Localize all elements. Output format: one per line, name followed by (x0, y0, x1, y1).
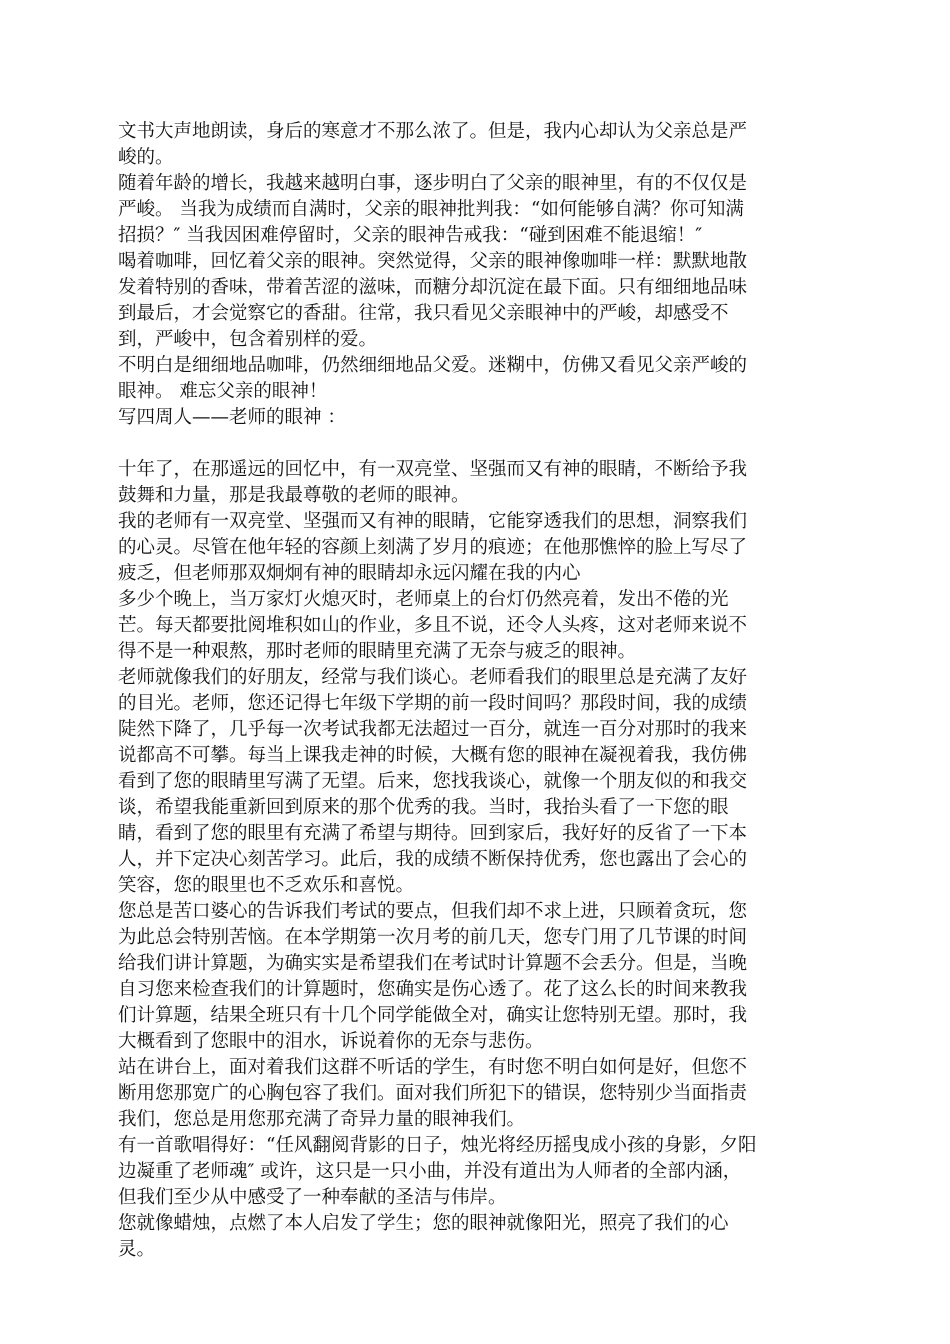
text-line: 峻的。 (118, 147, 174, 168)
text-line: 发着特别的香味，带着苦涩的滋味，而糖分却沉淀在最下面。只有细细地品味 (118, 277, 748, 298)
text-line: 给我们讲计算题，为确实实是希望我们在考试时计算题不会丢分。但是，当晚 (118, 953, 748, 974)
blank-line (118, 431, 808, 457)
text-line: 到，严峻中，包含着别样的爱。 (118, 329, 378, 350)
text-line: 您总是苦口婆心的告诉我们考试的要点，但我们却不求上进，只顾着贪玩，您 (118, 901, 748, 922)
text-line: 疲乏，但老师那双炯炯有神的眼睛却永远闪耀在我的内心 (118, 563, 581, 584)
text-line: 多少个晚上，当万家灯火熄灭时，老师桌上的台灯仍然亮着，发出不倦的光 (118, 589, 729, 610)
text-line: 自习您来检查我们的计算题时，您确实是伤心透了。花了这么长的时间来教我 (118, 979, 748, 1000)
text-line: 灵。 (118, 1239, 156, 1260)
text-line: 但我们至少从中感受了一种奉献的圣洁与伟岸。 (118, 1187, 507, 1208)
text-line: 的心灵。尽管在他年轻的容颜上刻满了岁月的痕迹；在他那憔悴的脸上写尽了 (118, 537, 748, 558)
text-line: 边凝重了老师魂″ 或许，这只是一只小曲，并没有道出为人师者的全部内涵， (118, 1161, 742, 1182)
text-line: 芒。每天都要批阅堆积如山的作业，多且不说，还令人头疼，这对老师来说不 (118, 615, 748, 636)
text-line: 文书大声地朗读，身后的寒意才不那么浓了。但是，我内心却认为父亲总是严 (118, 121, 748, 142)
text-line: 睛，看到了您的眼里有充满了希望与期待。回到家后，我好好的反省了一下本 (118, 823, 748, 844)
text-line: 老师就像我们的好朋友，经常与我们谈心。老师看我们的眼里总是充满了友好 (118, 667, 748, 688)
text-line: 严峻。 当我为成绩而自满时，父亲的眼神批判我：“如何能够自满？你可知满 (118, 199, 744, 220)
text-line: 有一首歌唱得好：“任风翻阅背影的日子，烛光将经历摇曳成小孩的身影，夕阳 (118, 1135, 757, 1156)
text-line: 笑容，您的眼里也不乏欢乐和喜悦。 (118, 875, 415, 896)
text-line: 断用您那宽广的心胸包容了我们。面对我们所犯下的错误，您特别少当面指责 (118, 1083, 748, 1104)
text-line: 得不是一种艰熬，那时老师的眼睛里充满了无奈与疲乏的眼神。 (118, 641, 637, 662)
section-heading: 写四周人——老师的眼神 ： (118, 407, 346, 428)
text-line: 谈，希望我能重新回到原来的那个优秀的我。当时，我抬头看了一下您的眼 (118, 797, 729, 818)
text-line: 的目光。老师，您还记得七年级下学期的前一段时间吗？那段时间，我的成绩 (118, 693, 748, 714)
text-line: 到最后，才会觉察它的香甜。往常，我只看见父亲眼神中的严峻，却感受不 (118, 303, 729, 324)
text-line: 陡然下降了，几乎每一次考试我都无法超过一百分，就连一百分对那时的我来 (118, 719, 748, 740)
text-line: 人，并下定决心刻苦学习。此后，我的成绩不断保持优秀，您也露出了会心的 (118, 849, 748, 870)
text-line: 您就像蜡烛，点燃了本人启发了学生；您的眼神就像阳光，照亮了我们的心 (118, 1213, 729, 1234)
text-line: 我们，您总是用您那充满了奇异力量的眼神我们。 (118, 1109, 526, 1130)
text-line: 十年了，在那遥远的回忆中，有一双亮堂、坚强而又有神的眼睛，不断给予我 (118, 459, 748, 480)
text-line: 站在讲台上，面对着我们这群不听话的学生，有时您不明白如何是好，但您不 (118, 1057, 748, 1078)
text-line: 不明白是细细地品咖啡，仍然细细地品父爱。迷糊中，仿佛又看见父亲严峻的 (118, 355, 748, 376)
text-line: 为此总会特别苦恼。在本学期第一次月考的前几天，您专门用了几节课的时间 (118, 927, 748, 948)
text-line: 鼓舞和力量，那是我最尊敬的老师的眼神。 (118, 485, 470, 506)
text-line: 眼神。 难忘父亲的眼神！ (118, 381, 328, 402)
text-line: 说都高不可攀。每当上课我走神的时候，大概有您的眼神在凝视着我，我仿佛 (118, 745, 748, 766)
text-line: 随着年龄的增长，我越来越明白事，逐步明白了父亲的眼神里，有的不仅仅是 (118, 173, 748, 194)
text-line: 看到了您的眼睛里写满了无望。后来，您找我谈心，就像一个朋友似的和我交 (118, 771, 748, 792)
text-line: 们计算题，结果全班只有十几个同学能做全对，确实让您特别无望。那时，我 (118, 1005, 748, 1026)
text-line: 我的老师有一双亮堂、坚强而又有神的眼睛，它能穿透我们的思想，洞察我们 (118, 511, 748, 532)
text-line: 大概看到了您眼中的泪水，诉说着你的无奈与悲伤。 (118, 1031, 544, 1052)
document-page (118, 119, 808, 1263)
text-line: 招损？″ 当我因困难停留时，父亲的眼神告戒我：“碰到困难不能退缩！″ (118, 225, 703, 246)
text-line: 喝着咖啡，回忆着父亲的眼神。突然觉得，父亲的眼神像咖啡一样：默默地散 (118, 251, 748, 272)
